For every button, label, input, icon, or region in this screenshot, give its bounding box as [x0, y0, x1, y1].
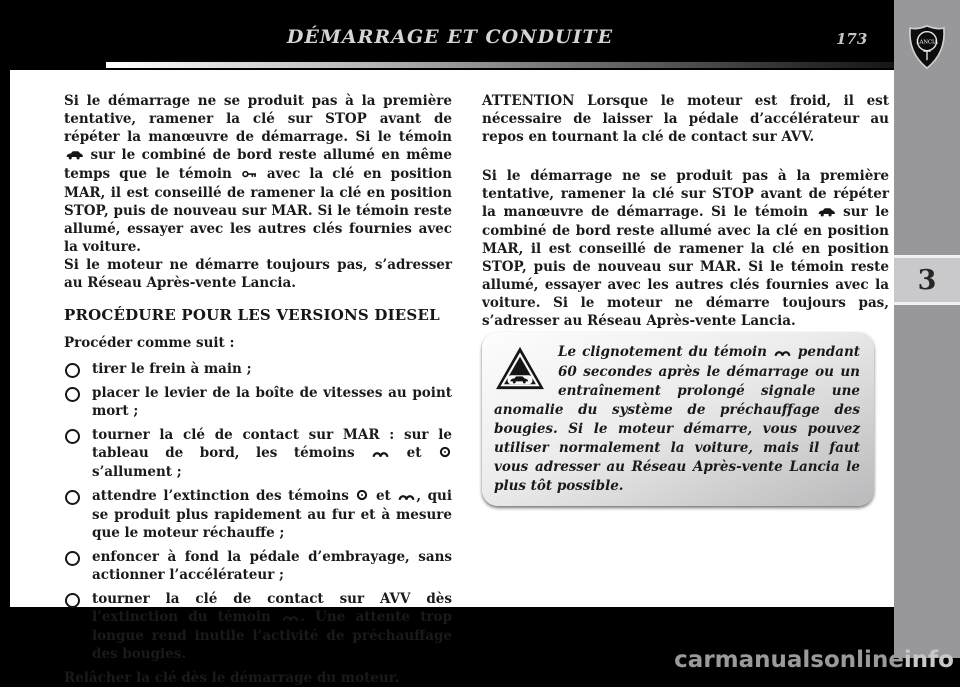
- warning-triangle-icon: [494, 345, 546, 391]
- injection-warning-icon: [356, 488, 368, 506]
- lancia-logo-text: LANCIA: [916, 39, 938, 46]
- right-column: [482, 92, 889, 330]
- header-rule: [106, 62, 898, 68]
- bullet-list: [64, 360, 452, 663]
- lancia-logo-icon: [908, 24, 946, 70]
- bullet-text: placer le levier de la boîte de vitesses au point mort ;: [92, 385, 452, 419]
- warning-text: Le clignotement du témoin pendant 60 secondes après le démarrage ou un entraînement prolongé signale une anomalie du système de préchauffage des bougies. Si le moteur démarre, vous pouvez utiliser normalement la voiture, mais il faut vous adresser au Réseau Après-vente Lancia le plus tôt possible.: [494, 344, 860, 494]
- bullet-text: tirer le frein à main ;: [92, 361, 252, 377]
- bullet-text: enfoncer à fond la pédale d’embrayage, sans actionner l’accélérateur ;: [92, 549, 452, 583]
- glow-plug-icon: [282, 609, 299, 627]
- bullet-marker: [65, 551, 80, 566]
- bullet-marker: [65, 387, 80, 402]
- paragraph-outro: Relâcher la clé dès le démarrage du moteur.: [64, 670, 400, 686]
- bullet-text: tourner la clé de contact sur MAR : sur le tableau de bord, les témoins et s’allument ;: [92, 427, 452, 480]
- watermark-main: carmanualsonline: [674, 647, 904, 673]
- paragraph-intro: Procéder comme suit :: [64, 335, 235, 351]
- list-item: [64, 384, 452, 420]
- section-heading-diesel: PROCÉDURE POUR LES VERSIONS DIESEL: [64, 306, 440, 324]
- list-item: [64, 360, 452, 378]
- paragraph-start-failure: Si le démarrage ne se produit pas à la première tentative, ramener la clé sur STOP avant de répéter la manœuvre de démarrage. Si le témoin sur le combiné de bord reste allumé en même temps que le témoin avec la clé en position MAR, il est conseillé de ramener la clé en position STOP, puis de nouveau sur MAR. Si le témoin reste allumé, essayer avec les autres clés fournies avec la voiture.: [64, 93, 452, 255]
- code-warning-icon: [65, 147, 83, 165]
- glow-plug-icon: [372, 445, 389, 463]
- left-column: [64, 92, 452, 687]
- page-number: 173: [836, 30, 868, 48]
- list-item: [64, 426, 452, 481]
- bullet-marker: [65, 490, 80, 505]
- bullet-text: attendre l’extinction des témoins et , qui se produit plus rapidement au fur et à mesure que le moteur réchauffe ;: [92, 488, 452, 541]
- chapter-number: 3: [917, 264, 937, 296]
- code-warning-icon: [817, 204, 835, 222]
- list-item: [64, 487, 452, 542]
- injection-warning-icon: [439, 445, 451, 463]
- bullet-marker: [65, 593, 80, 608]
- bullet-marker: [65, 429, 80, 444]
- list-item: [64, 548, 452, 584]
- glow-plug-icon: [774, 344, 791, 363]
- glow-plug-icon: [398, 488, 415, 506]
- chapter-sidebar: [894, 0, 960, 658]
- key-icon: [242, 166, 257, 184]
- warning-box: [482, 332, 874, 506]
- chapter-tab: [894, 255, 960, 305]
- list-item: [64, 590, 452, 663]
- bullet-text: tourner la clé de contact sur AVV dès l’extinction du témoin . Une attente trop longue rend inutile l’activité de préchauffage des bougies.: [92, 591, 452, 662]
- watermark-suffix: info: [903, 647, 954, 673]
- page-title: DÉMARRAGE ET CONDUITE: [286, 26, 614, 48]
- watermark: [674, 647, 954, 673]
- paragraph-attention: ATTENTION Lorsque le moteur est froid, il est nécessaire de laisser la pédale d’accélérateur au repos en tournant la clé de contact sur AVV.: [482, 93, 889, 145]
- bullet-marker: [65, 363, 80, 378]
- paragraph-service-network: Si le moteur ne démarre toujours pas, s’adresser au Réseau Après-vente Lancia.: [64, 257, 452, 291]
- paragraph-start-failure-2: Si le démarrage ne se produit pas à la première tentative, ramener la clé sur STOP avant de répéter la manœuvre de démarrage. Si le témoin sur le combiné de bord reste allumé avec la clé en position MAR, il est conseillé de ramener la clé en position STOP, puis de nouveau sur MAR. Si le témoin reste allumé, essayer avec les autres clés fournies avec la voiture. Si le moteur ne démarre toujours pas, s’adresser au Réseau Après-vente Lancia.: [482, 168, 889, 329]
